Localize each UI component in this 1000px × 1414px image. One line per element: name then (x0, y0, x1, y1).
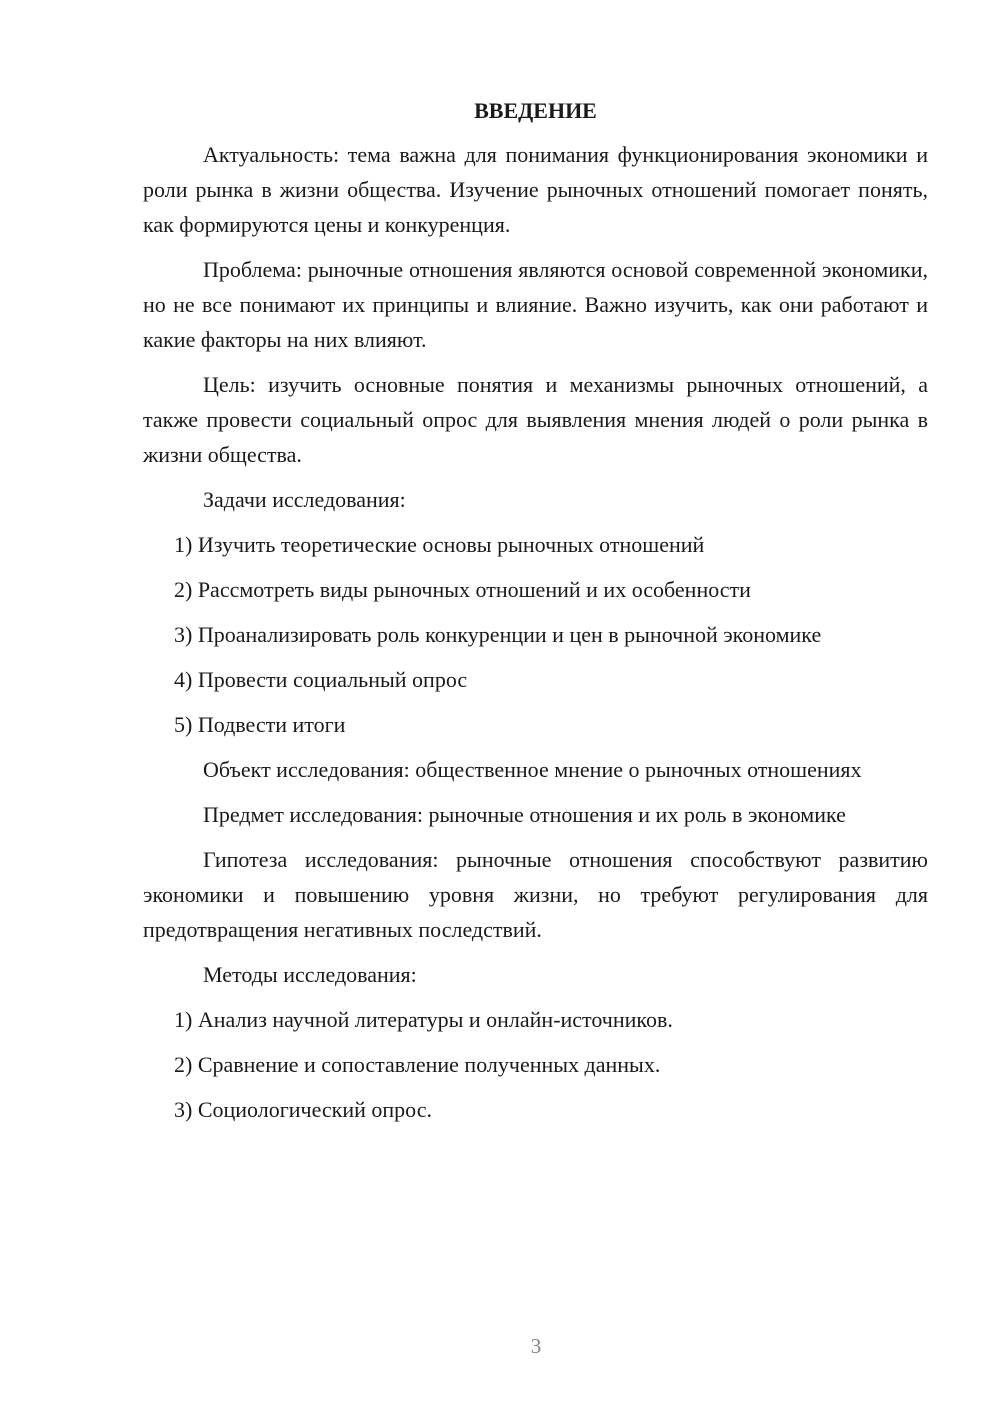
page-body (143, 96, 928, 1137)
method-item: 2) Сравнение и сопоставление полученных данных. (174, 1052, 661, 1077)
goal-paragraph: Цель: изучить основные понятия и механизмы рыночных отношений, а также провести социальный опрос для выявления мнения людей о роли рынка в жизни общества. (143, 372, 928, 467)
subject-paragraph: Предмет исследования: рыночные отношения и их роль в экономике (203, 802, 846, 827)
method-item: 1) Анализ научной литературы и онлайн-источников. (174, 1007, 673, 1032)
section-title: ВВЕДЕНИЕ (474, 98, 597, 123)
method-item: 3) Социологический опрос. (174, 1097, 432, 1122)
object-paragraph: Объект исследования: общественное мнение о рыночных отношениях (203, 757, 862, 782)
page-number: 3 (530, 1334, 542, 1358)
task-item: 3) Проанализировать роль конкуренции и цен в рыночной экономике (174, 622, 822, 647)
task-item: 5) Подвести итоги (174, 712, 346, 737)
task-item: 2) Рассмотреть виды рыночных отношений и их особенности (174, 577, 751, 602)
tasks-heading: Задачи исследования: (203, 487, 406, 512)
hypothesis-paragraph: Гипотеза исследования: рыночные отношения способствуют развитию экономики и повышению уровня жизни, но требуют регулирования для предотвращения негативных последствий. (143, 847, 928, 942)
methods-heading: Методы исследования: (203, 962, 417, 987)
task-item: 4) Провести социальный опрос (174, 667, 468, 692)
relevance-paragraph: Актуальность: тема важна для понимания функционирования экономики и роли рынка в жизни общества. Изучение рыночных отношений помогает понять, как формируются цены и конкуренция. (143, 142, 928, 237)
problem-paragraph: Проблема: рыночные отношения являются основой современной экономики, но не все понимают их принципы и влияние. Важно изучить, как они работают и какие факторы на них влияют. (143, 257, 928, 352)
task-item: 1) Изучить теоретические основы рыночных отношений (174, 532, 705, 557)
